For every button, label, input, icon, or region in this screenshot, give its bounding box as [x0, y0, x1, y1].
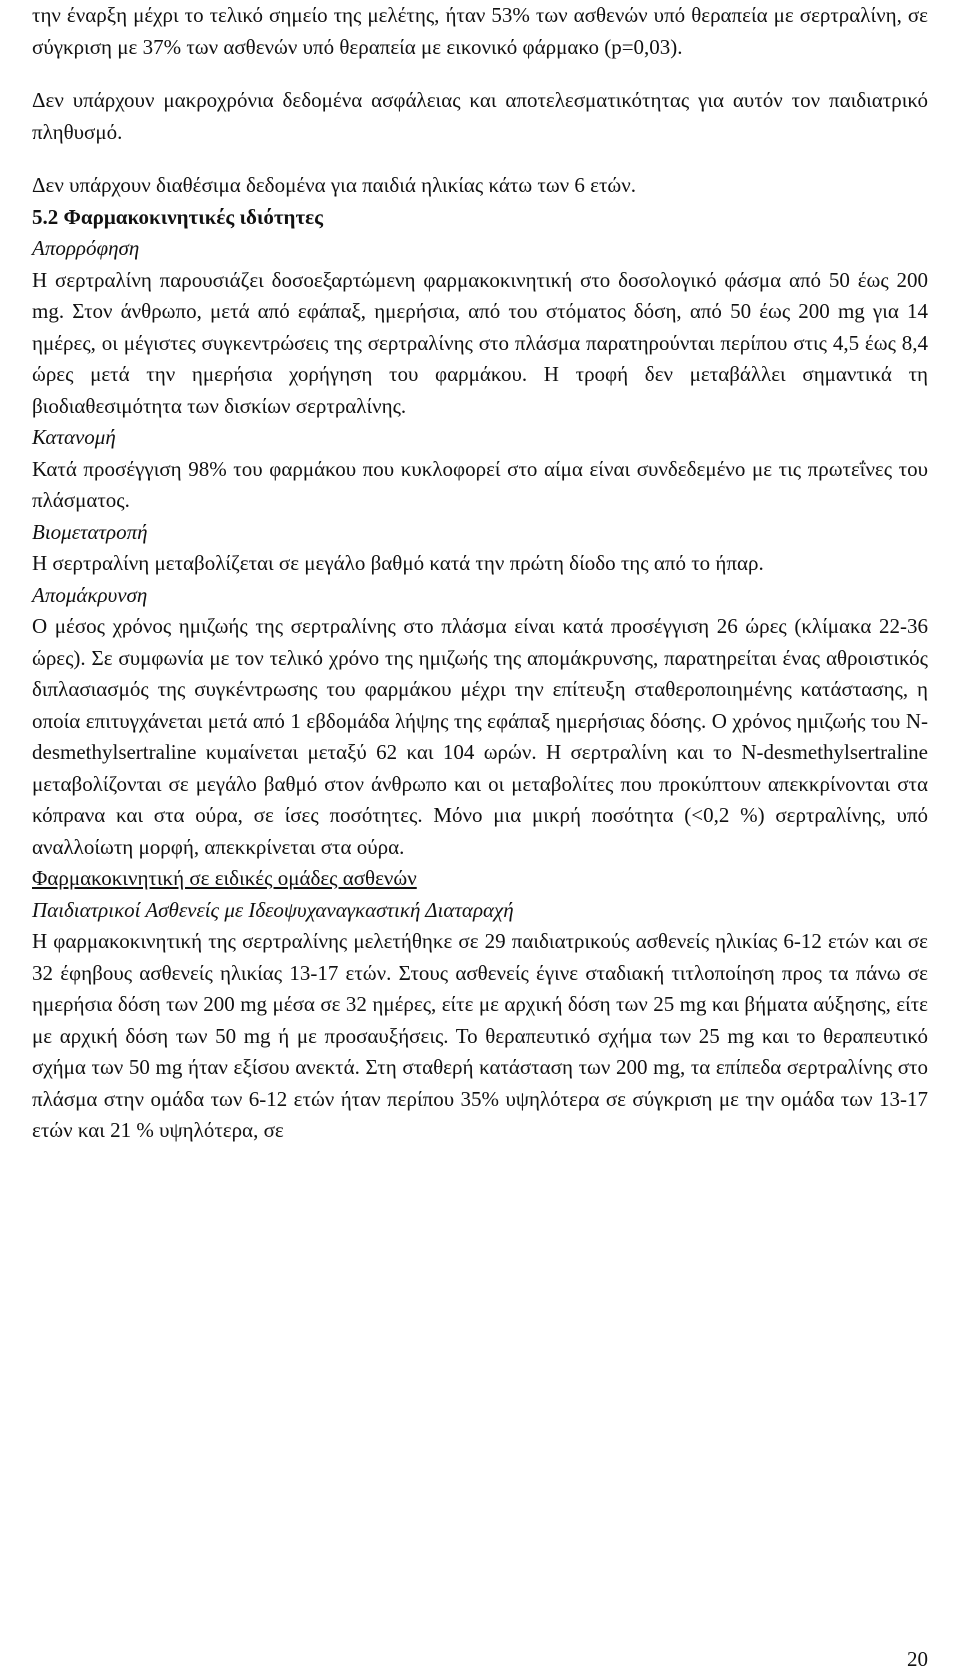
intro-paragraph: την έναρξη μέχρι το τελικό σημείο της μελέτης, ήταν 53% των ασθενών υπό θεραπεία με σερτραλίνη, σε σύγκριση με 37% των ασθενών υπό θεραπεία με εικονικό φάρμακο (p=0,03). [32, 3, 928, 59]
absorption-paragraph: Η σερτραλίνη παρουσιάζει δοσοεξαρτώμενη φαρμακοκινητική στο δοσολογικό φάσμα από 50 έως 200 mg. Στον άνθρωπο, μετά από εφάπαξ, ημερήσια, από του στόματος δόση, από 50 έως 200 mg για 14 ημέρες, οι μέγιστες συγκεντρώσεις της σερτραλίνης στο πλάσμα παρατηρούνται περίπου στις 4,5 έως 8,4 ώρες μετά την ημερήσια χορήγηση του φαρμάκου. Η τροφή δεν μεταβάλλει σημαντικά τη βιοδιαθεσιμότητα των δισκίων σερτραλίνης. [32, 267, 928, 418]
metabolism-paragraph: Η σερτραλίνη μεταβολίζεται σε μεγάλο βαθμό κατά την πρώτη δίοδο της από το ήπαρ. [32, 551, 764, 575]
page-number: 20 [907, 1647, 928, 1671]
absorption-title: Απορρόφηση [32, 236, 140, 260]
document-page [32, 0, 928, 1147]
pediatric-ocd-paragraph: Η φαρμακοκινητική της σερτραλίνης μελετήθηκε σε 29 παιδιατρικούς ασθενείς ηλικίας 6-12 ετών και σε 32 έφηβους ασθενείς ηλικίας 13-17 ετών. Στους ασθενείς έγινε σταδιακή τιτλοποίηση προς τα πάνω σε ημερήσια δόση των 200 mg μέσα σε 32 ημέρες, είτε με αρχική δόση των 25 mg και βήματα αύξησης, είτε με αρχική δόση των 50 mg ή με προσαυξήσεις. Το θεραπευτικό σχήμα των 25 mg και το θεραπευτικό σχήμα των 50 mg ήταν εξίσου ανεκτά. Στη σταθερή κατάσταση των 200 mg, τα επίπεδα σερτραλίνης στο πλάσμα στην ομάδα των 6-12 ετών ήταν περίπου 35% υψηλότερα σε σύγκριση με την ομάδα των 13-17 ετών και 21 % υψηλότερα, σε [32, 929, 928, 1142]
distribution-paragraph: Κατά προσέγγιση 98% του φαρμάκου που κυκλοφορεί στο αίμα είναι συνδεδεμένο με τις πρωτεΐνες του πλάσματος. [32, 456, 928, 512]
elimination-title: Απομάκρυνση [32, 582, 148, 607]
special-groups-heading: Φαρμακοκινητική σε ειδικές ομάδες ασθενών [32, 866, 417, 890]
no-long-term-data-paragraph: Δεν υπάρχουν μακροχρόνια δεδομένα ασφάλειας και αποτελεσματικότητας για αυτόν τον παιδιατρικό πληθυσμό. [32, 88, 928, 144]
distribution-title: Κατανομή [32, 425, 116, 449]
no-under-6-data-paragraph: Δεν υπάρχουν διαθέσιμα δεδομένα για παιδιά ηλικίας κάτω των 6 ετών. [32, 173, 636, 197]
metabolism-title: Βιομετατροπή [32, 519, 148, 544]
section-heading: 5.2 Φαρμακοκινητικές ιδιότητες [32, 204, 323, 229]
pediatric-ocd-title: Παιδιατρικοί Ασθενείς με Ιδεοψυχαναγκαστική Διαταραχή [32, 897, 514, 922]
elimination-paragraph: Ο μέσος χρόνος ημιζωής της σερτραλίνης στο πλάσμα είναι κατά προσέγγιση 26 ώρες (κλίμακα 22-36 ώρες). Σε συμφωνία με τον τελικό χρόνο της ημιζωής της απομάκρυνσης, παρατηρείται ένας αθροιστικός διπλασιασμός της συγκέντρωσης του φαρμάκου μέχρι την επίτευξη σταθεροποιημένης κατάστασης, η οποία επιτυγχάνεται μετά από 1 εβδομάδα λήψης της εφάπαξ ημερήσιας δόσης. Ο χρόνος ημιζωής του N-desmethylsertraline κυμαίνεται μεταξύ 62 και 104 ωρών. Η σερτραλίνη και το N-desmethylsertraline μεταβολίζονται σε μεγάλο βαθμό στον άνθρωπο και οι μεταβολίτες που προκύπτουν απεκκρίνονται στα κόπρανα και στα ούρα, σε ίσες ποσότητες. Μόνο μια μικρή ποσότητα (<0,2 %) σερτραλίνης, υπό αναλλοίωτη μορφή, απεκκρίνεται στα ούρα. [32, 614, 928, 859]
